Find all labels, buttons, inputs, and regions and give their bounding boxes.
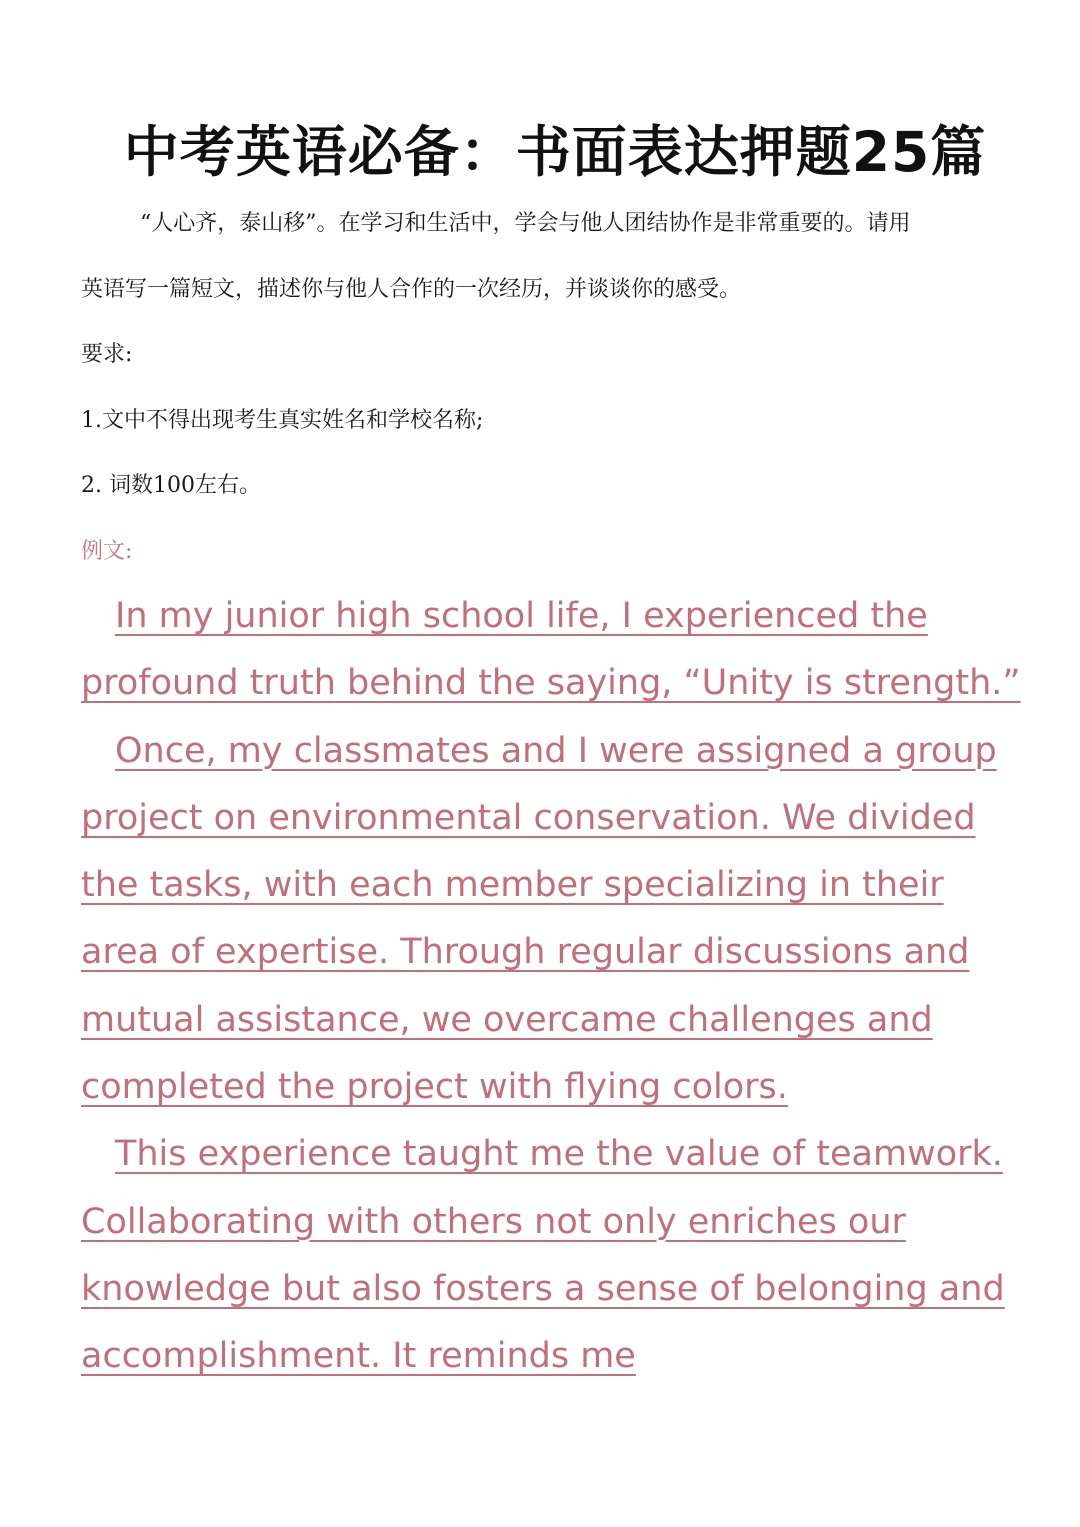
page-title: 中考英语必备：书面表达押题25篇 [123,120,987,184]
sample-essay-label: 例文: [81,539,133,564]
essay-paragraph-1: In my junior high school life, I experienced the profound truth behind the saying, “Unity is strength.” [81,596,1021,704]
sample-essay [81,583,1021,1391]
essay-paragraph-3: This experience taught me the value of teamwork. Collaborating with others not only enriches our knowledge but also fosters a sense of belonging and accomplishment. It reminds me [81,1134,1005,1377]
essay-paragraph-2: Once, my classmates and I were assigned a group project on environmental conservation. We divided the tasks, with each member specializing in their area of expertise. Through regular discussions and mutual assistance, we overcame challenges and completed the project with flying colors. [81,730,997,1108]
requirement-1: 1.文中不得出现考生真实姓名和学校名称; [81,408,484,433]
prompt-line-1: “人心齐，泰山移”。在学习和生活中，学会与他人团结协作是非常重要的。请用 [140,211,911,236]
prompt-line-2: 英语写一篇短文，描述你与他人合作的一次经历，并谈谈你的感受。 [81,277,742,302]
requirement-2: 2. 词数100左右。 [81,473,261,498]
requirements-label: 要求: [81,342,133,367]
